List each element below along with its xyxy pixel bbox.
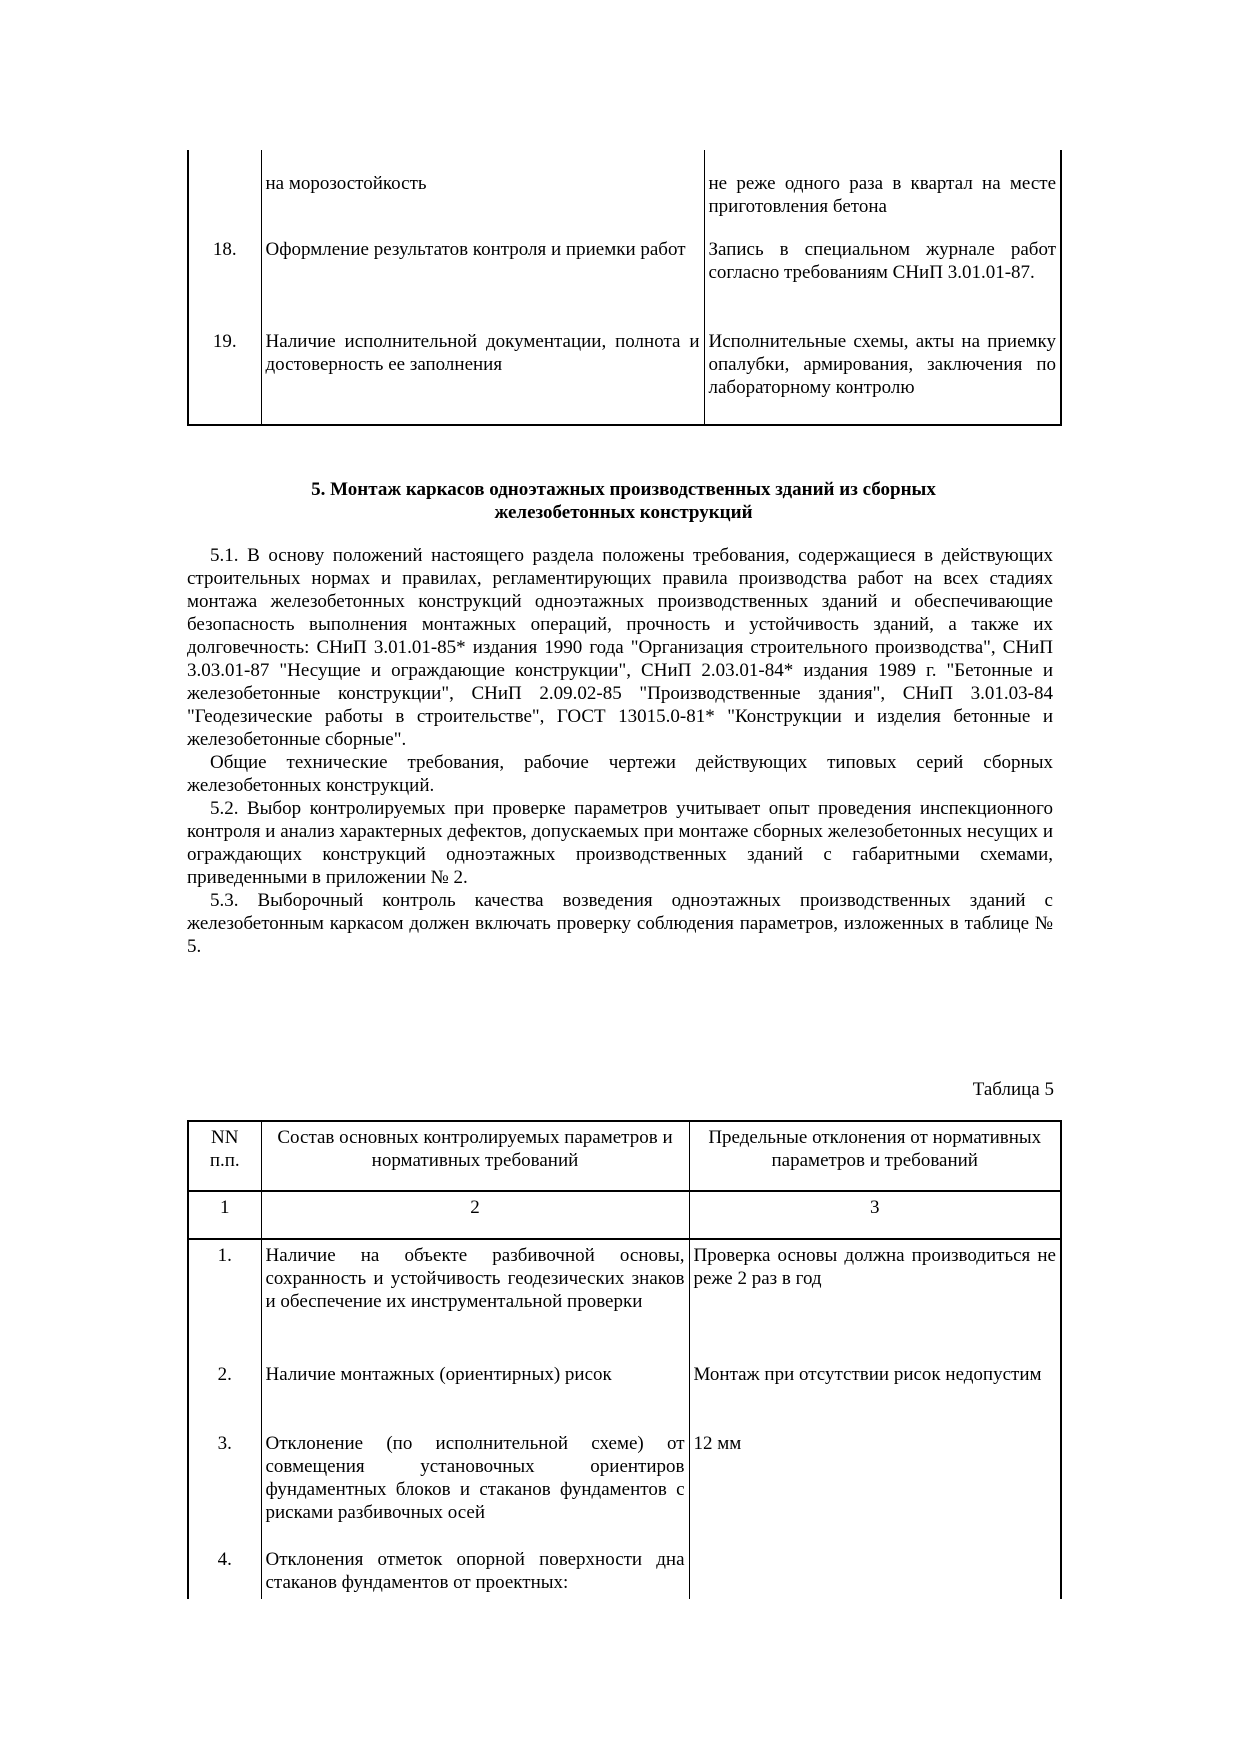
header-requirement-col: Состав основных контролируемых параметров и нормативных требований xyxy=(261,1121,689,1191)
table-row xyxy=(188,1432,1061,1548)
row-number: 19. xyxy=(188,310,261,425)
row-requirement: Наличие на объекте разбивочной основы, сохранность и устойчивость геодезических знаков и обеспечение их инструментальной проверки xyxy=(261,1239,689,1363)
header-number-col: NN п.п. xyxy=(188,1121,261,1191)
table-row xyxy=(188,1548,1061,1599)
row-requirement: Наличие монтажных (ориентирных) рисок xyxy=(261,1363,689,1432)
row-requirement: на морозостойкость xyxy=(261,150,704,218)
row-number xyxy=(188,150,261,218)
section-heading xyxy=(187,478,1060,524)
table-row xyxy=(188,218,1061,310)
row-deviation: 12 мм xyxy=(689,1432,1061,1548)
table-row xyxy=(188,1239,1061,1363)
row-deviation: Исполнительные схемы, акты на приемку опалубки, армирования, заключения по лабораторному контролю xyxy=(704,310,1061,425)
paragraph: 5.1. В основу положений настоящего раздела положены требования, содержащиеся в действующих строительных нормах и правилах, регламентирующих правила производства работ на всех стадиях монтажа железобетонных конструкций одноэтажных производственных зданий и обеспечивающие безопасность выполнения монтажных операций, прочность и устойчивость зданий, а также их долговечность: СНиП 3.01.01-85* издания 1990 года "Организация строительного производства", СНиП 3.03.01-87 "Несущие и ограждающие конструкции", СНиП 2.03.01-84* издания 1989 г. "Бетонные и железобетонные конструкции", СНиП 2.09.02-85 "Производственные здания", СНиП 3.01.03-84 "Геодезические работы в строительстве", ГОСТ 13015.0-81* "Конструкции и изделия бетонные и железобетонные сборные". xyxy=(187,545,1053,750)
row-number: 3. xyxy=(188,1432,261,1548)
row-number: 4. xyxy=(188,1548,261,1599)
row-requirement: Наличие исполнительной документации, полнота и достоверность ее заполнения xyxy=(261,310,704,425)
row-number: 18. xyxy=(188,218,261,310)
section-heading-line2: железобетонных конструкций xyxy=(494,502,753,523)
paragraph: 5.3. Выборочный контроль качества возведения одноэтажных производственных зданий с железобетонным каркасом должен включать проверку соблюдения параметров, изложенных в таблице № 5. xyxy=(187,890,1053,957)
column-number: 2 xyxy=(261,1191,689,1239)
paragraph: Общие технические требования, рабочие чертежи действующих типовых серий сборных железобетонных конструкций. xyxy=(187,752,1053,796)
row-requirement: Отклонения отметок опорной поверхности дна стаканов фундаментов от проектных: xyxy=(261,1548,689,1599)
row-requirement: Оформление результатов контроля и приемки работ xyxy=(261,218,704,310)
table-5 xyxy=(187,1120,1062,1599)
row-deviation xyxy=(689,1548,1061,1599)
table-caption: Таблица 5 xyxy=(972,1079,1054,1100)
row-deviation: не реже одного раза в квартал на месте приготовления бетона xyxy=(704,150,1061,218)
section-heading-line1: 5. Монтаж каркасов одноэтажных производственных зданий из сборных xyxy=(311,479,936,500)
paragraph: 5.2. Выбор контролируемых при проверке параметров учитывает опыт проведения инспекционного контроля и анализ характерных дефектов, допускаемых при монтаже сборных железобетонных несущих и ограждающих конструкций одноэтажных производственных зданий с габаритными схемами, приведенными в приложении № 2. xyxy=(187,798,1053,888)
header-deviation-col: Предельные отклонения от нормативных параметров и требований xyxy=(689,1121,1061,1191)
row-deviation: Запись в специальном журнале работ согласно требованиям СНиП 3.01.01-87. xyxy=(704,218,1061,310)
row-number: 1. xyxy=(188,1239,261,1363)
table-row xyxy=(188,150,1061,218)
section-body xyxy=(187,544,1053,958)
table-row xyxy=(188,1363,1061,1432)
row-number: 2. xyxy=(188,1363,261,1432)
row-deviation: Монтаж при отсутствии рисок недопустим xyxy=(689,1363,1061,1432)
column-number: 1 xyxy=(188,1191,261,1239)
row-requirement: Отклонение (по исполнительной схеме) от совмещения установочных ориентиров фундаментных блоков и стаканов фундаментов с рисками разбивочных осей xyxy=(261,1432,689,1548)
column-number-row xyxy=(188,1191,1061,1239)
row-deviation: Проверка основы должна производиться не реже 2 раз в год xyxy=(689,1239,1061,1363)
table-header-row xyxy=(188,1121,1061,1191)
continuation-table xyxy=(187,150,1062,426)
table-row xyxy=(188,310,1061,425)
column-number: 3 xyxy=(689,1191,1061,1239)
